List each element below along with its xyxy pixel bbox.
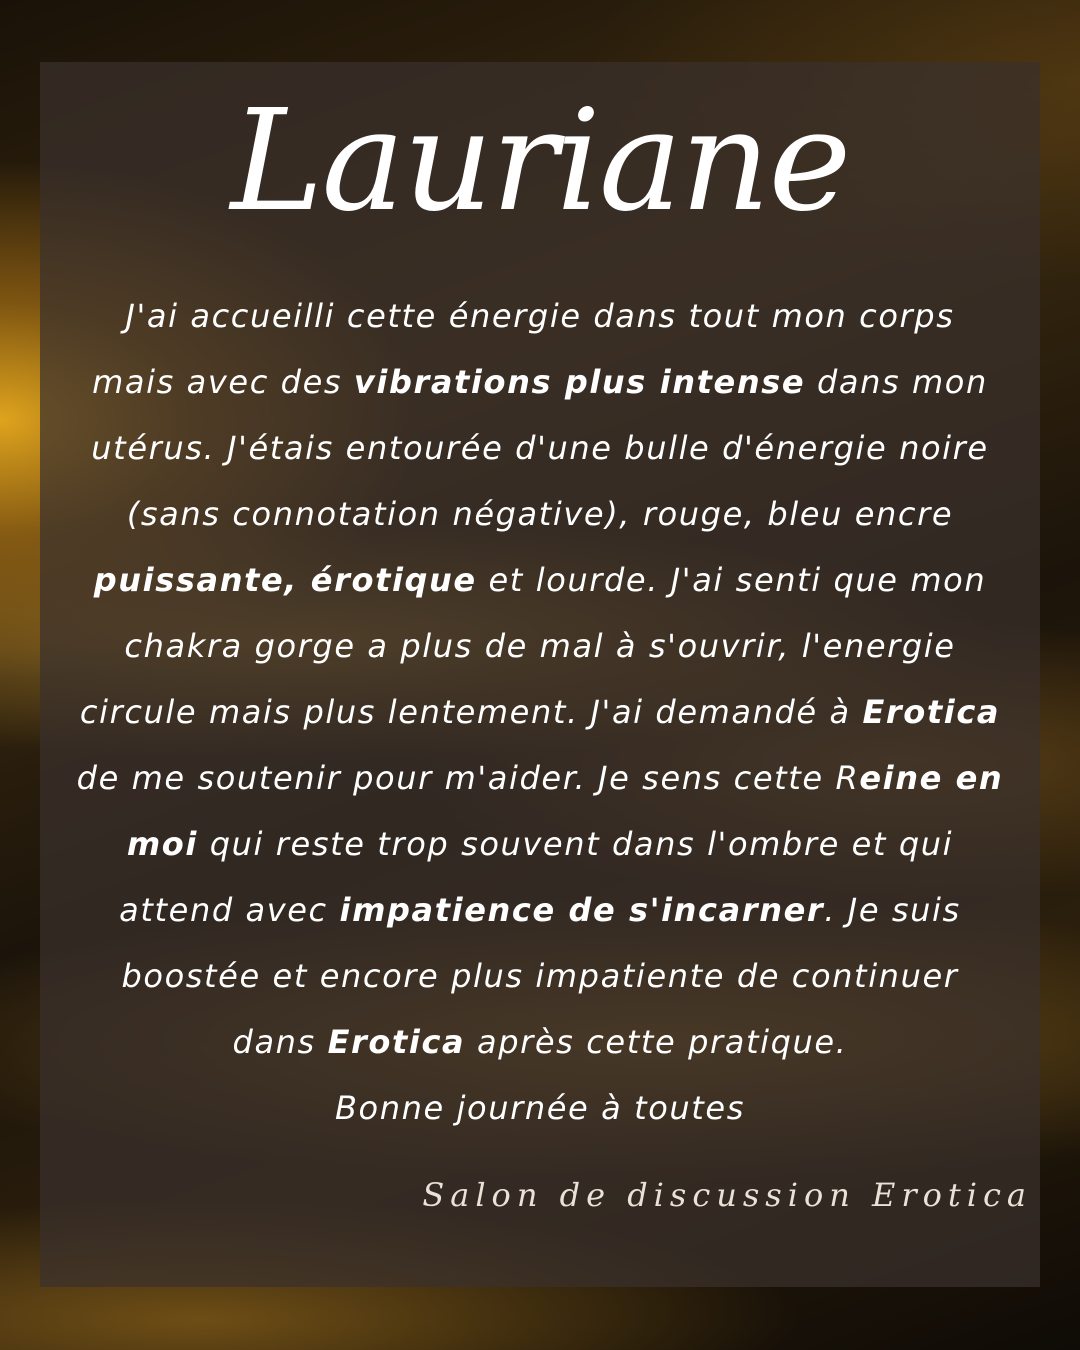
signature: Salon de discussion Erotica (422, 1176, 1032, 1214)
emphasis: Erotica (862, 693, 1001, 731)
text-line: mais avec des vibrations plus intense dans mon (92, 363, 988, 401)
text-line: (sans connotation négative), rouge, bleu encre (126, 495, 954, 533)
text-line: dans Erotica après cette pratique. (232, 1023, 848, 1061)
closing-line: Bonne journée à toutes (335, 1089, 745, 1127)
emphasis: moi (126, 825, 198, 863)
emphasis: vibrations plus intense (353, 363, 806, 401)
text-line: attend avec impatience de s'incarner. Je suis (119, 891, 961, 929)
emphasis: eine en (859, 759, 1004, 797)
emphasis: puissante, érotique (93, 561, 477, 599)
emphasis: impatience de s'incarner (339, 891, 825, 929)
emphasis: Erotica (327, 1023, 466, 1061)
text-line: utérus. J'étais entourée d'une bulle d'énergie noire (91, 429, 989, 467)
text-line: moi qui reste trop souvent dans l'ombre et qui (126, 825, 954, 863)
author-name-title: Lauriane (230, 80, 850, 243)
text-line: puissante, érotique et lourde. J'ai senti que mon (93, 561, 987, 599)
text-line: chakra gorge a plus de mal à s'ouvrir, l'energie (124, 627, 956, 665)
text-line: circule mais plus lentement. J'ai demandé à Erotica (79, 693, 1001, 731)
testimonial-text (50, 283, 1030, 1141)
text-line: boostée et encore plus impatiente de continuer (121, 957, 959, 995)
text-line: J'ai accueilli cette énergie dans tout mon corps (125, 297, 955, 335)
text-line: de me soutenir pour m'aider. Je sens cette Reine en (76, 759, 1004, 797)
